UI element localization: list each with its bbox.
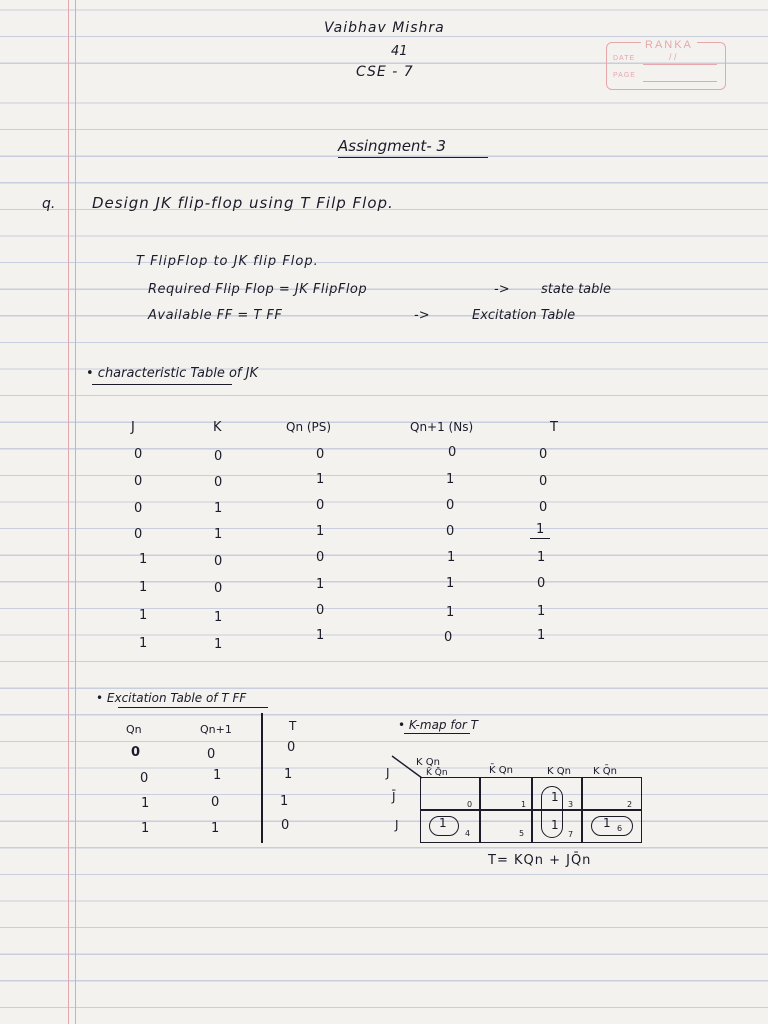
kmap-heading: • K-map for T: [398, 718, 479, 732]
excitation-table-heading: • Excitation Table of T FF: [96, 691, 247, 705]
exc-col-qn1: Qn+1: [200, 723, 232, 736]
notes-line-2-arrow: ->: [494, 282, 510, 297]
char-cell: 1: [214, 637, 223, 652]
exc-col-qn: Qn: [126, 723, 142, 736]
notes-line-3-arrow: ->: [414, 308, 430, 323]
char-cell: 1: [447, 550, 456, 565]
characteristic-table-heading: • characteristic Table of JK: [86, 366, 258, 381]
exc-cell: 1: [211, 821, 220, 836]
exc-cell: 1: [213, 768, 222, 783]
char-cell: 0: [446, 524, 455, 539]
exc-cell: 0: [281, 818, 290, 833]
char-cell: 0: [537, 576, 546, 591]
stamp-page-line: [643, 81, 717, 82]
kmap-col-header: K̄ Qn: [489, 765, 513, 776]
char-cell: 1: [139, 636, 148, 651]
kmap-col-divider: [531, 778, 533, 842]
char-cell: 0: [316, 447, 325, 462]
kmap-col-header: K Qn: [547, 766, 571, 777]
exc-cell: 1: [280, 794, 289, 809]
char-cell: 0: [214, 581, 223, 596]
char-cell: 0: [316, 498, 325, 513]
char-cell: 0: [134, 474, 143, 489]
char-cell: 1: [446, 472, 455, 487]
stamp-page-label: PAGE: [613, 72, 636, 79]
kmap-heading-underline: [404, 733, 470, 734]
char-cell: 0: [539, 474, 548, 489]
char-col-qn1: Qn+1 (Ns): [410, 420, 474, 434]
char-cell: 0: [444, 630, 453, 645]
notes-line-2-right: state table: [541, 282, 611, 297]
char-cell: 0: [134, 501, 143, 516]
kmap-corner-bottom: K̄ Q̄n: [426, 768, 448, 778]
char-cell: 0: [316, 603, 325, 618]
char-cell: 0: [448, 445, 457, 460]
char-cell: 1: [316, 628, 325, 643]
char-cell: 1: [537, 550, 546, 565]
title-underline: [338, 157, 488, 158]
margin-line-left-inner: [75, 0, 76, 1024]
char-cell: 1: [139, 580, 148, 595]
notes-line-3-right: Excitation Table: [472, 308, 576, 323]
question-text: Design JK flip-flop using T Filp Flop.: [92, 194, 394, 212]
kmap-cell-index: 7: [568, 830, 574, 839]
kmap-group-loop-right: [591, 816, 633, 836]
notes-line-3-left: Available FF = T FF: [148, 308, 283, 323]
kmap-col-divider: [581, 778, 583, 842]
char-cell: 1: [214, 610, 223, 625]
kmap-corner-left: J: [386, 766, 390, 780]
char-cell: 1: [537, 628, 546, 643]
kmap-col-header: K Q̄n: [593, 766, 617, 777]
stamp-brand: RANKA: [641, 39, 697, 51]
kmap-cell-index: 6: [617, 824, 623, 833]
assignment-title: Assingment- 3: [338, 137, 447, 155]
char-cell: 0: [214, 475, 223, 490]
char-col-t: T: [550, 420, 558, 435]
exc-cell: 0: [207, 747, 216, 762]
exc-cell: 0: [287, 740, 296, 755]
char-cell: 1: [446, 605, 455, 620]
class-section: CSE - 7: [356, 64, 414, 80]
char-cell: 1: [139, 608, 148, 623]
char-cell: 0: [316, 550, 325, 565]
notes-line-2-left: Required Flip Flop = JK FlipFlop: [148, 282, 368, 297]
kmap-cell-value: 1: [551, 818, 559, 832]
kmap-cell-index: 0: [467, 800, 473, 809]
char-cell: 1: [316, 577, 325, 592]
char-cell: 1: [316, 524, 325, 539]
exc-cell: 0: [140, 771, 149, 786]
roll-number: 41: [391, 44, 408, 59]
margin-line-left: [68, 0, 69, 1024]
char-col-k: K: [213, 420, 222, 435]
char-cell: 1: [139, 552, 148, 567]
char-cell: 0: [134, 447, 143, 462]
stamp-date-value: / /: [669, 52, 677, 62]
exc-col-t: T: [289, 719, 297, 733]
kmap-cell-index: 2: [627, 800, 633, 809]
kmap-group-loop-vertical: [541, 786, 563, 838]
char-cell: 0: [214, 554, 223, 569]
kmap-result-expression: T= KQn + JQ̄n: [488, 853, 592, 868]
char-cell: 1: [316, 472, 325, 487]
kmap-cell-index: 4: [465, 829, 471, 838]
student-name: Vaibhav Mishra: [324, 20, 445, 36]
kmap-cell-value: 1: [439, 816, 447, 830]
char-cell: 0: [214, 449, 223, 464]
kmap-cell-index: 3: [568, 800, 574, 809]
char-cell: 0: [539, 447, 548, 462]
char-col-qn: Qn (PS): [286, 420, 332, 434]
question-number: q.: [42, 196, 56, 212]
char-cell: 0: [134, 527, 143, 542]
stamp-date-label: DATE: [613, 55, 636, 62]
char-cell: 0: [446, 498, 455, 513]
excitation-divider: [261, 713, 263, 843]
kmap-grid: [420, 777, 642, 843]
char-cell: 0: [539, 500, 548, 515]
char-cell-underline: [530, 538, 550, 539]
exc-cell: 0: [131, 745, 141, 760]
ranka-stamp: [606, 39, 726, 90]
kmap-cell-index: 5: [519, 829, 525, 838]
exc-cell: 1: [141, 796, 150, 811]
char-col-j: J: [131, 420, 135, 435]
kmap-corner-top: K Qn: [416, 757, 440, 768]
characteristic-heading-underline: [92, 384, 232, 385]
exc-cell: 1: [141, 821, 150, 836]
kmap-col-divider: [479, 778, 481, 842]
exc-cell: 1: [284, 767, 293, 782]
excitation-heading-underline: [118, 707, 268, 708]
char-cell: 1: [214, 527, 223, 542]
stamp-date-line: [643, 64, 717, 65]
kmap-group-loop-left: [429, 816, 459, 836]
notes-line-1: T FlipFlop to JK flip Flop.: [136, 254, 319, 269]
kmap-cell-index: 1: [521, 800, 527, 809]
exc-cell: 0: [211, 795, 220, 810]
kmap-cell-value: 1: [603, 816, 611, 830]
kmap-row-header: J̄: [392, 790, 396, 804]
char-cell: 1: [536, 522, 545, 537]
kmap-row-header: J: [395, 818, 399, 832]
char-cell: 1: [446, 576, 455, 591]
char-cell: 1: [537, 604, 546, 619]
char-cell: 1: [214, 501, 223, 516]
kmap-cell-value: 1: [551, 790, 559, 804]
